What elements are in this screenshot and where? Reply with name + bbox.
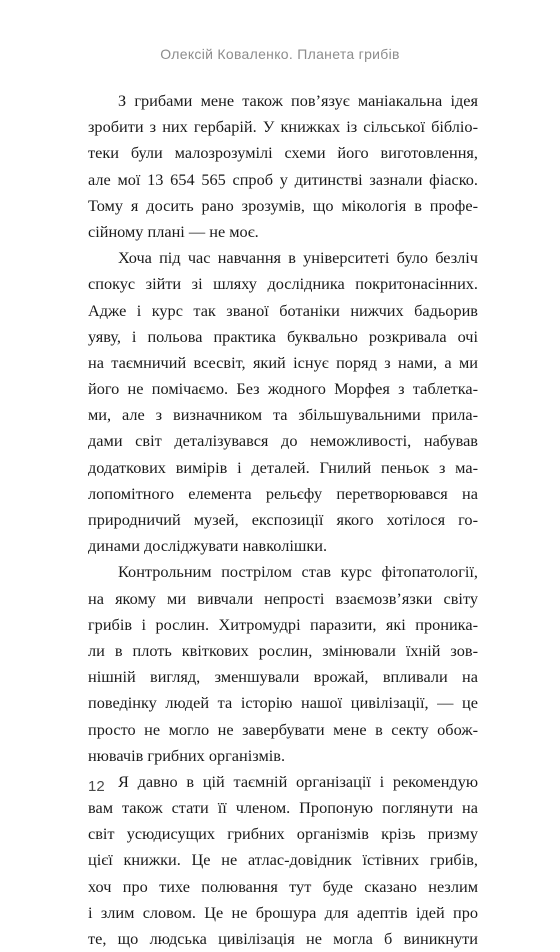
text-line: додаткових вимірів і деталей. Гнилий пеньок з ма- <box>88 457 478 477</box>
text-line: теки були малозрозумілі схеми його виготовлення, <box>88 143 478 163</box>
text-line: просто не могло не завербувати мене в секту обож- <box>88 719 478 739</box>
body-text <box>88 88 478 952</box>
text-line: сійному плані — не моє. <box>88 221 259 241</box>
text-line: хоч про тихе полювання тут буде сказано незлим <box>88 876 478 896</box>
text-line: вам також стати її членом. Пропоную поглянути на <box>88 798 478 818</box>
page-number: 12 <box>88 778 105 795</box>
text-line: грибів і рослин. Хитромудрі паразити, які проника- <box>88 614 478 634</box>
text-line: уяву, і польова практика буквально розкривала очі <box>88 326 478 346</box>
text-line: спокус зійти зі шляху дослідника покритонасінних. <box>88 274 478 294</box>
text-line: поведінку людей та історію нашої цивілізації, — це <box>88 693 478 713</box>
paragraph <box>88 769 478 952</box>
text-line: З грибами мене також пов’язує маніакальна ідея <box>118 91 478 110</box>
text-line: цієї книжки. Це не атлас-довідник їстівних грибів, <box>88 850 478 870</box>
text-line: Тому я досить рано зрозумів, що мікологія в профе- <box>88 195 478 215</box>
text-line: природничий музей, експозиції якого хотілося го- <box>88 510 478 529</box>
paragraph <box>88 245 478 559</box>
text-line: ли в плоть квіткових рослин, змінювали їхній зов- <box>88 640 478 660</box>
text-line: нювачів грибних організмів. <box>88 745 286 765</box>
text-line: Адже і курс так званої ботаніки нижчих бадьорив <box>88 300 478 320</box>
text-line: світ усюдисущих грибних організмів крізь призму <box>88 824 478 844</box>
text-line: і злим словом. Це не брошура для адептів ідей про <box>88 902 478 922</box>
text-line: динами досліджувати навколішки. <box>88 536 328 556</box>
text-line: зробити з них гербарій. У книжках із сільської бібліо- <box>88 117 478 137</box>
paragraph <box>88 88 478 245</box>
text-line: Хоча під час навчання в університеті було безліч <box>118 248 478 268</box>
text-line: але мої 13 654 565 спроб у дитинстві зазнали фіаско. <box>88 169 478 189</box>
text-line: лопомітного елемента рельєфу перетворювався на <box>88 483 478 503</box>
text-line: ми, але з визначником та збільшувальними прила- <box>88 405 478 425</box>
text-line: Контрольним пострілом став курс фітопатології, <box>118 562 478 582</box>
text-line: Я давно в цій таємній організації і рекомендую <box>118 771 478 791</box>
text-line: на якому ми вивчали непрості взаємозв’язки світу <box>88 588 478 608</box>
text-line: дами світ деталізувався до неможливості, набував <box>88 431 478 451</box>
text-line: на таємничий всесвіт, який існує поряд з нами, а ми <box>88 352 478 372</box>
running-header: Олексій Коваленко. Планета грибів <box>160 46 400 62</box>
paragraph <box>88 559 478 769</box>
text-line: його не помічаємо. Без жодного Морфея з таблетка- <box>88 379 478 399</box>
text-line: нішній вигляд, зменшували врожай, впливали на <box>88 667 478 687</box>
text-line: те, що людська цивілізація не могла б виникнути <box>88 929 478 948</box>
